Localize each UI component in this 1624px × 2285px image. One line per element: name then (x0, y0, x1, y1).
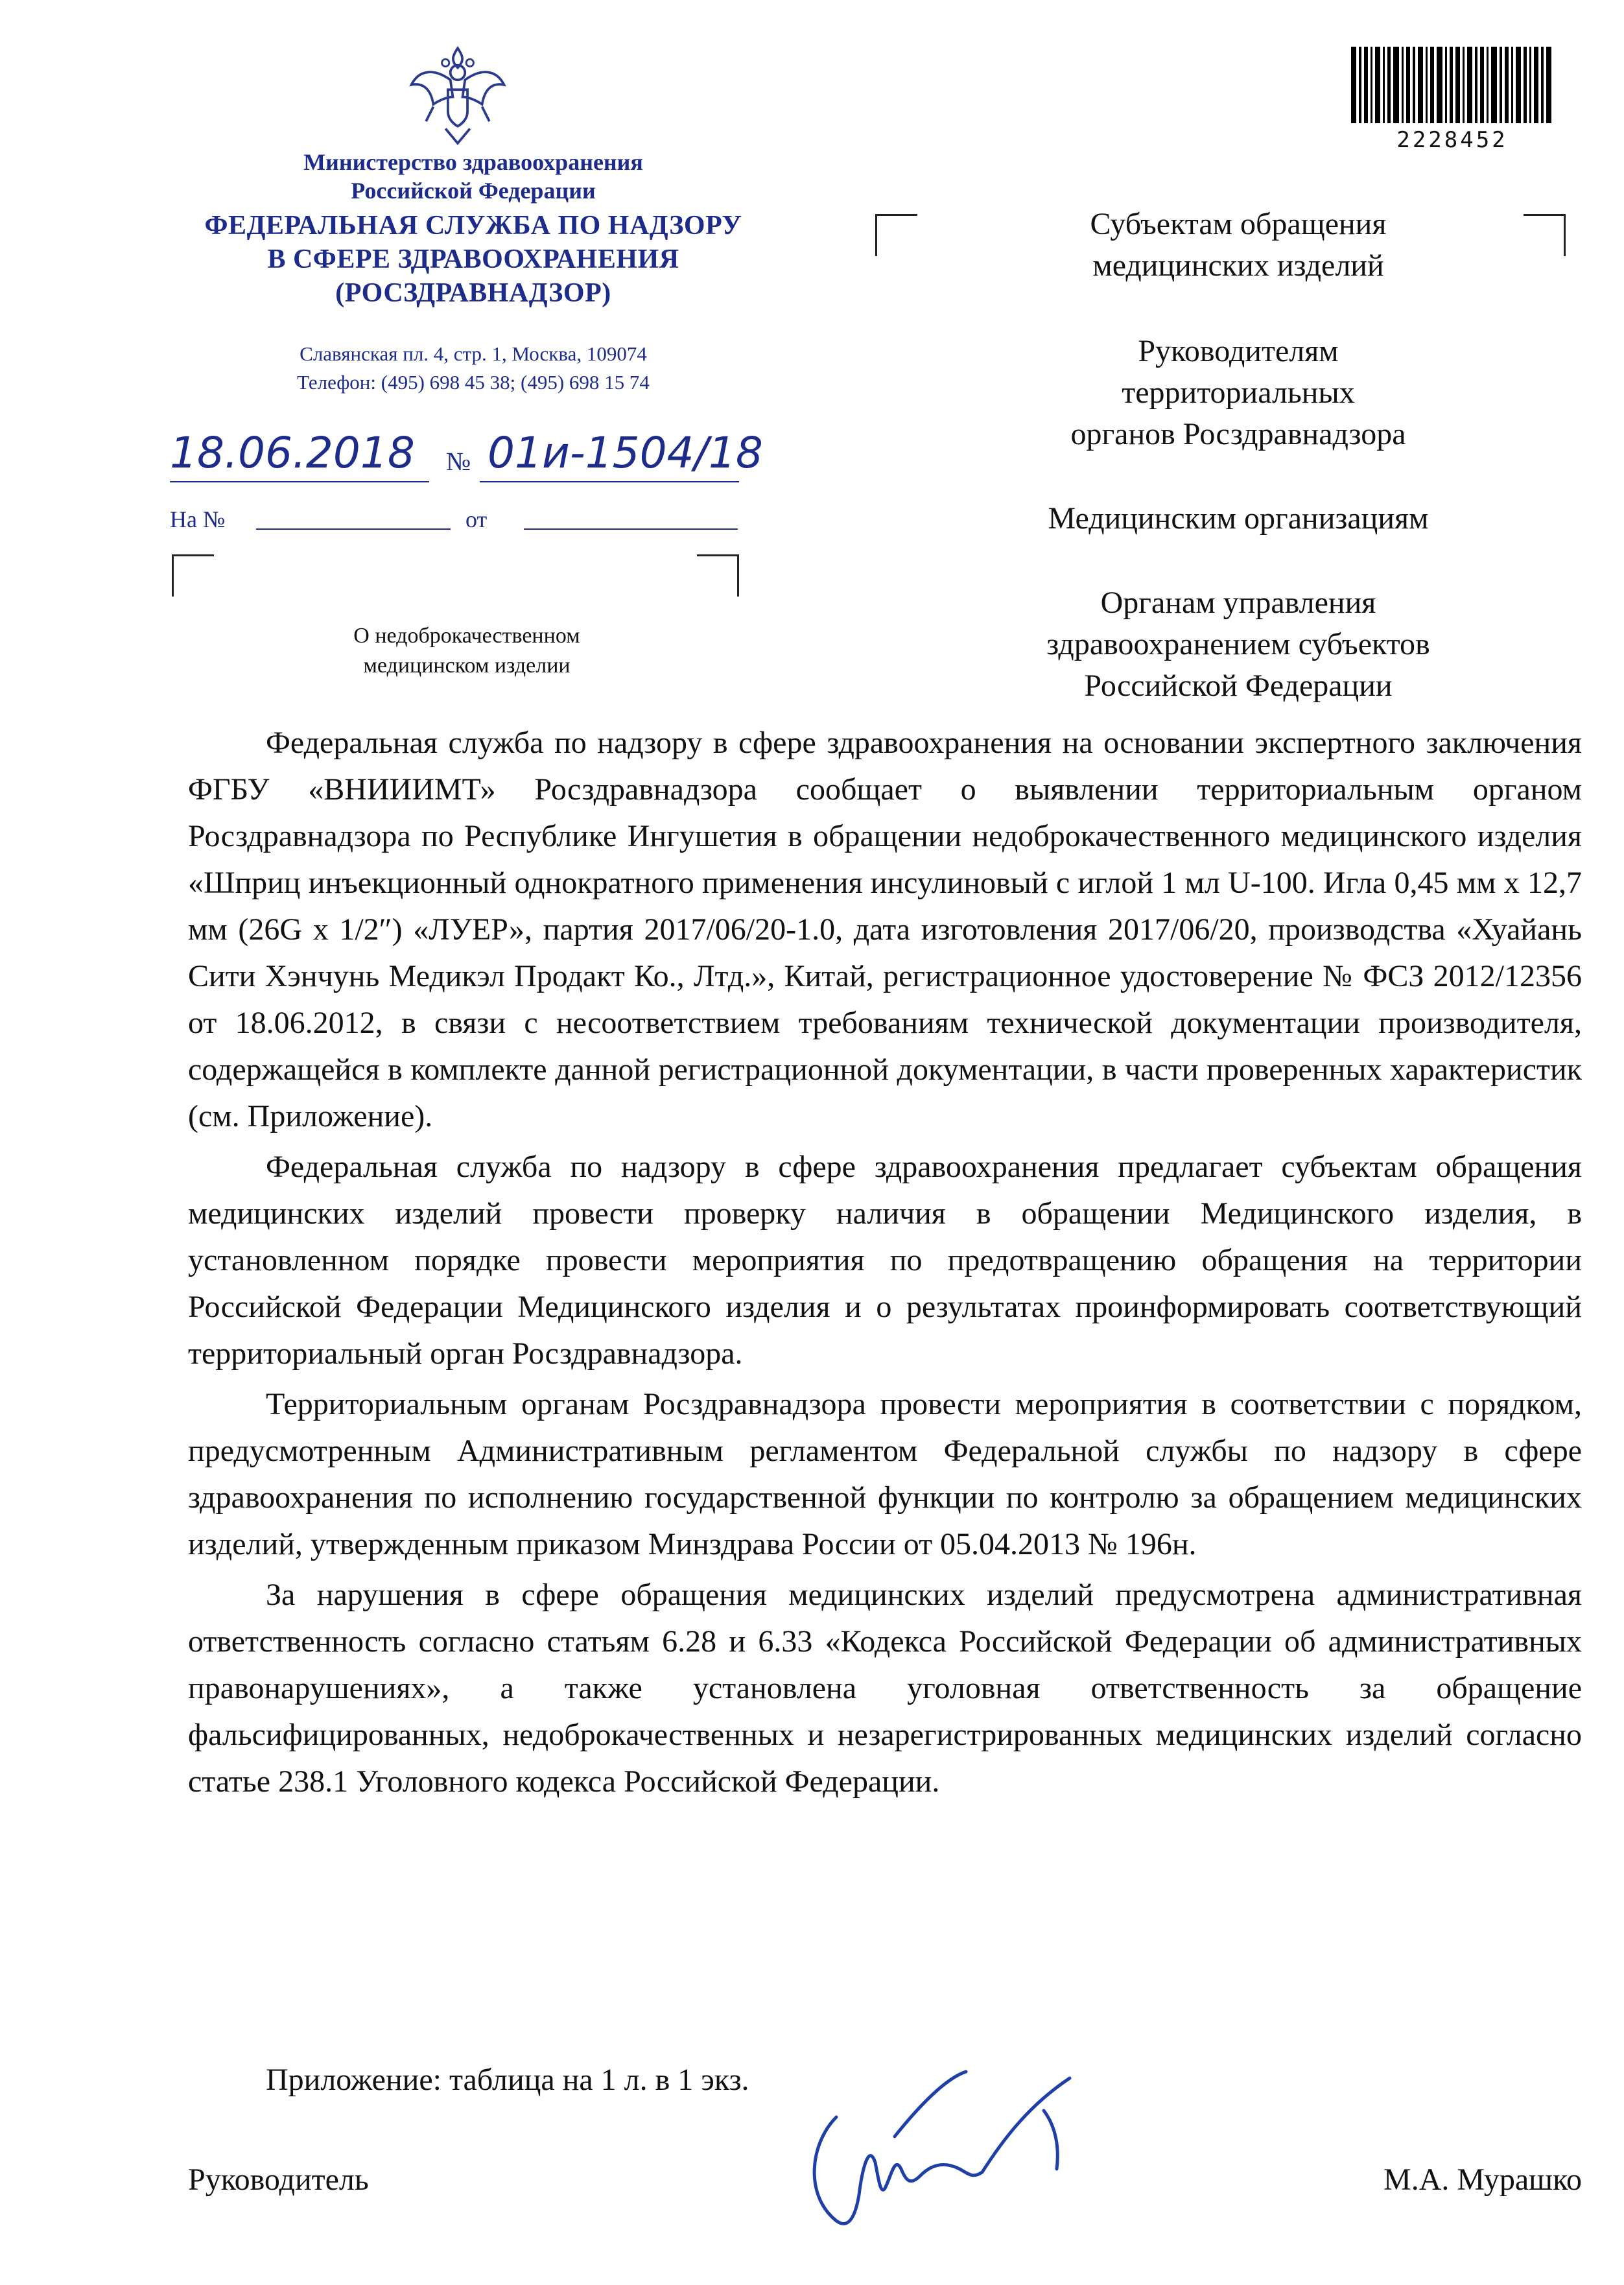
addressee-line: медицинских изделий (1092, 248, 1384, 283)
addressee-line: Субъектам обращения (1090, 207, 1387, 241)
addressee-line: Российской Федерации (1084, 669, 1393, 703)
barcode-icon (1348, 47, 1556, 123)
ministry-line: Министерство здравоохранения (303, 149, 643, 175)
coat-of-arms-icon (397, 31, 519, 153)
subject-line: медицинском изделии (363, 654, 571, 678)
address-corner-right (1524, 214, 1566, 256)
ref-date-label: от (465, 506, 488, 532)
number-underline (480, 481, 739, 482)
body-paragraph: Федеральная служба по надзору в сфере здравоохранения на основании экспертного заключения ФГБУ «ВНИИИМТ» Росздравнадзора сообщает о выявлении территориальным органом Росздравнадзора по Республике Ингушетия в обращении недоброкачественного медицинского изделия «Шприц инъекционный однократного применения инсулиновый с иглой 1 мл U-100. Игла 0,45 мм x 12,7 мм (26G x 1/2″) «ЛУЕР», партия 2017/06/20-1.0, дата изготовления 2017/06/20, производства «Хуайань Сити Хэнчунь Медикэл Продакт Ко., Лтд.», Китай, регистрационное удостоверение № ФСЗ 2012/12356 от 18.06.2012, в связи с несоответствием требованиям технической документации производителя, содержащейся в комплекте данной регистрационной документации, в части проверенных характеристик (см. Приложение). (188, 726, 1582, 1133)
subject-line: О недоброкачественном (353, 624, 580, 648)
phone-line: Телефон: (495) 698 45 38; (495) 698 15 74 (297, 371, 650, 394)
body-paragraph: Федеральная служба по надзору в сфере здравоохранения предлагает субъектам обращения медицинских изделий провести проверку наличия в обращении Медицинского изделия, в установленном порядке провести мероприятия по предотвращению обращения на территории Российской Федерации Медицинского изделия и о результатах проинформировать соответствующий территориальный орган Росздравнадзора. (188, 1150, 1582, 1371)
address-line: Славянская пл. 4, стр. 1, Москва, 109074 (300, 342, 647, 365)
ref-number-label: На № (170, 506, 226, 532)
barcode-number: 2228452 (1396, 127, 1508, 153)
ref-date-blank (524, 528, 738, 530)
signature-icon (797, 2065, 1115, 2240)
subject-corner-right (697, 554, 739, 597)
letter-subject (233, 621, 700, 681)
subject-corner-left (172, 554, 214, 597)
ministry-line: Российской Федерации (351, 178, 596, 204)
addressee-block (953, 498, 1524, 539)
addressee-block (953, 582, 1524, 707)
ref-number-blank (256, 528, 451, 530)
letter-body (188, 720, 1582, 1805)
document-number: 01и-1504/18 (488, 428, 763, 478)
addressee-block (953, 204, 1524, 287)
addressee-line: Руководителям (1138, 334, 1339, 368)
attachment-note: Приложение: таблица на 1 л. в 1 экз. (266, 2063, 749, 2097)
document-date: 18.06.2018 (170, 428, 415, 478)
signer-name: М.А. Мурашко (1383, 2162, 1582, 2197)
service-line: В СФЕРЕ ЗДРАВООХРАНЕНИЯ (267, 244, 679, 274)
body-paragraph: Территориальным органам Росздравнадзора провести мероприятия в соответствии с порядком, предусмотренным Административным регламентом Федеральной службы по надзору в сфере здравоохранения по исполнению государственной функции по контролю за обращением медицинских изделий, утвержденным приказом Минздрава России от 05.04.2013 № 196н. (188, 1387, 1582, 1561)
service-line: (РОСЗДРАВНАДЗОР) (335, 278, 611, 308)
ministry-name (162, 148, 784, 205)
service-line: ФЕДЕРАЛЬНАЯ СЛУЖБА ПО НАДЗОРУ (204, 211, 742, 241)
address-corner-left (875, 214, 917, 256)
number-label: № (446, 447, 471, 476)
addressee-block (953, 331, 1524, 455)
addressee-line: территориальных (1122, 375, 1355, 410)
addressee-line: здравоохранением субъектов (1046, 627, 1430, 661)
service-address (162, 340, 784, 397)
addressee-line: Органам управления (1100, 586, 1376, 620)
service-name (117, 209, 830, 310)
signer-position: Руководитель (188, 2162, 369, 2197)
addressee-line: органов Росздравнадзора (1070, 417, 1406, 451)
body-paragraph: За нарушения в сфере обращения медицинских изделий предусмотрена административная ответственность согласно статьям 6.28 и 6.33 «Кодекса Российской Федерации об административных правонарушениях», а также установлена уголовная ответственность за обращение фальсифицированных, недоброкачественных и незарегистрированных медицинских изделий согласно статье 238.1 Уголовного кодекса Российской Федерации. (188, 1578, 1582, 1799)
date-underline (170, 481, 429, 482)
addressee-line: Медицинским организациям (1048, 501, 1429, 536)
